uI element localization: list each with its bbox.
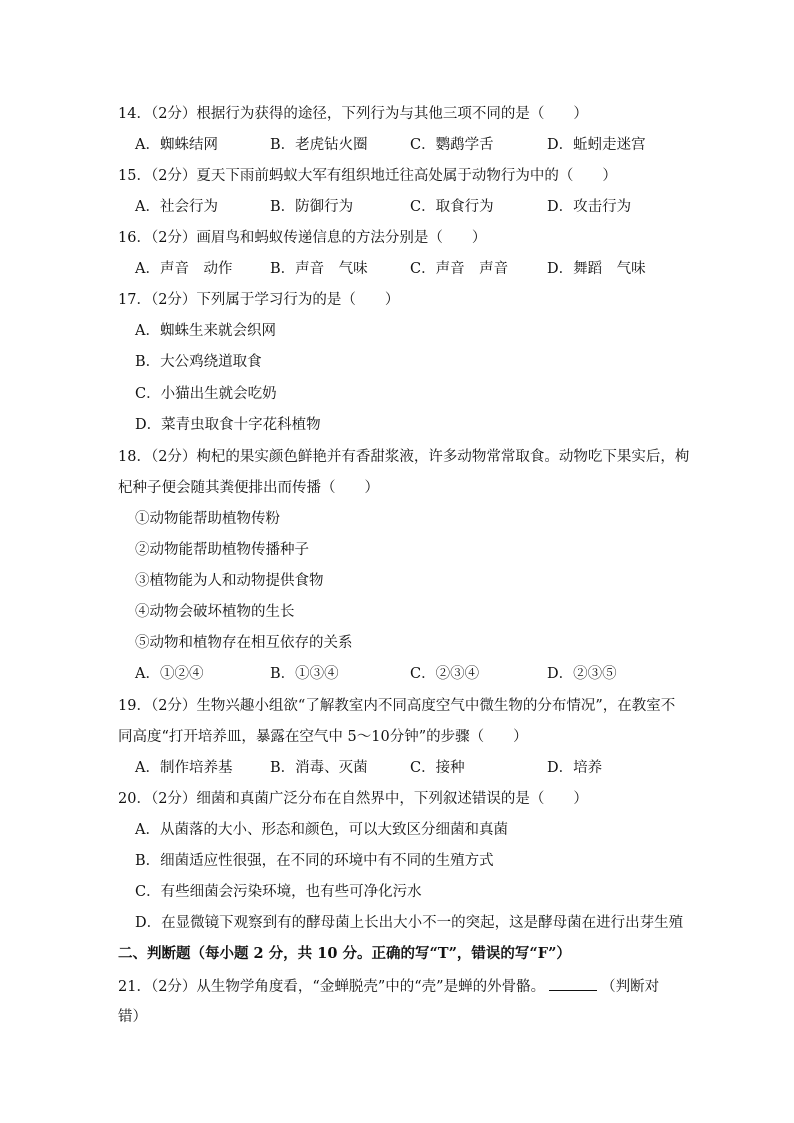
option-b: B．老虎钻火圈 [270,137,368,153]
answer-blank[interactable] [549,976,597,991]
option-b: B．消毒、灭菌 [270,760,368,776]
option-b: B．防御行为 [270,199,354,215]
question-18-statement-4: ④动物会破坏植物的生长 [135,604,295,620]
question-19-stem-line1: 19．（2分）生物兴趣小组欲“了解教室内不同高度空气中微生物的分布情况”，在教室不 [118,698,676,714]
question-21-line2: 错） [118,1009,147,1025]
question-20-option-c: C．有些细菌会污染环境，也有些可净化污水 [135,884,422,900]
question-17-option-b: B．大公鸡绕道取食 [135,354,262,370]
question-20-option-b: B．细菌适应性很强，在不同的环境中有不同的生殖方式 [135,853,494,869]
option-a: A．声音 动作 [135,261,233,277]
question-16-stem: 16．（2分）画眉鸟和蚂蚁传递信息的方法分别是（ ） [118,230,487,246]
question-18-statement-5: ⑤动物和植物存在相互依存的关系 [135,635,353,651]
option-c: C．②③④ [410,666,480,682]
option-c: C．取食行为 [410,199,494,215]
question-18-statement-2: ②动物能帮助植物传播种子 [135,542,309,558]
question-17-stem: 17．（2分）下列属于学习行为的是（ ） [118,292,400,308]
question-15-stem: 15．（2分）夏天下雨前蚂蚁大军有组织地迁往高处属于动物行为中的（ ） [118,168,617,184]
question-14-stem: 14．（2分）根据行为获得的途径，下列行为与其他三项不同的是（ ） [118,106,588,122]
option-a: A．蜘蛛结网 [135,137,218,153]
question-17-option-a: A．蜘蛛生来就会织网 [135,323,276,339]
question-18-stem-line1: 18．（2分）枸杞的果实颜色鲜艳并有香甜浆液，许多动物常常取食。动物吃下果实后，枸 [118,449,690,465]
option-a: A．①②④ [135,666,204,682]
question-17-option-d: D．菜青虫取食十字花科植物 [135,417,321,433]
option-b: B．①③④ [270,666,339,682]
option-c: C．声音 声音 [410,261,509,277]
option-b: B．声音 气味 [270,261,368,277]
question-18-statement-3: ③植物能为人和动物提供食物 [135,573,324,589]
question-17-option-c: C．小猫出生就会吃奶 [135,386,277,402]
option-a: A．社会行为 [135,199,218,215]
section-2-heading: 二、判断题（每小题 2 分，共 10 分。正确的写“T”，错误的写“F”） [118,945,571,962]
question-20-stem: 20．（2分）细菌和真菌广泛分布在自然界中，下列叙述错误的是（ ） [118,791,588,807]
option-c: C．接种 [410,760,465,776]
option-d: D．蚯蚓走迷宫 [547,137,646,153]
question-21-line1 [118,976,734,997]
option-a: A．制作培养基 [135,760,233,776]
option-d: D．培养 [547,760,603,776]
question-18-statement-1: ①动物能帮助植物传粉 [135,511,280,527]
option-d: D．舞蹈 气味 [547,261,646,277]
question-20-option-a: A．从菌落的大小、形态和颜色，可以大致区分细菌和真菌 [135,822,508,838]
option-d: D．②③⑤ [547,666,617,682]
option-d: D．攻击行为 [547,199,632,215]
option-c: C．鹦鹉学舌 [410,137,494,153]
question-21-suffix: （判断对 [601,979,660,995]
question-18-stem-line2: 杞种子便会随其粪便排出而传播（ ） [118,480,379,496]
question-21-stem: 21．（2分）从生物学角度看，“金蝉脱壳”中的“壳”是蝉的外骨骼。 [118,979,546,995]
question-19-stem-line2: 同高度“打开培养皿，暴露在空气中 5～10分钟”的步骤（ ） [118,729,528,745]
question-20-option-d: D．在显微镜下观察到有的酵母菌上长出大小不一的突起，这是酵母菌在进行出芽生殖 [135,915,684,931]
